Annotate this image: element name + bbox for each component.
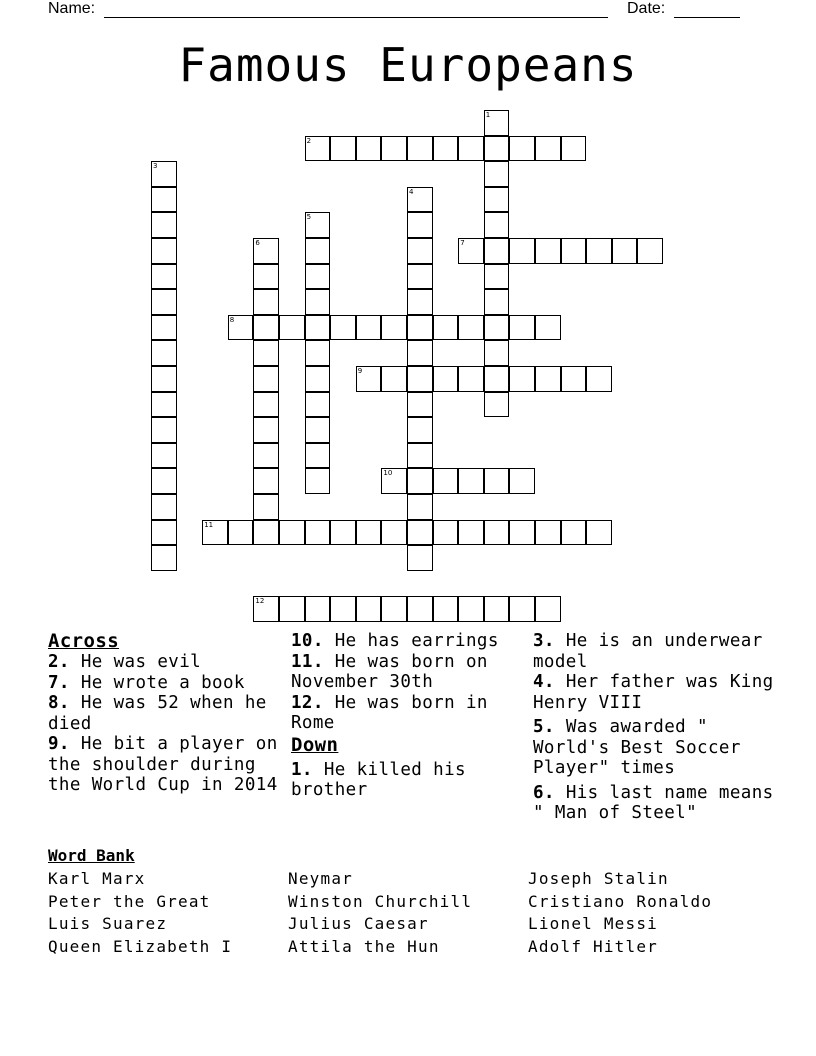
grid-cell[interactable] xyxy=(330,596,356,622)
grid-cell[interactable] xyxy=(330,520,356,546)
grid-cell[interactable] xyxy=(356,366,382,392)
clue-across-9: 9. He bit a player on the shoulder during the World Cup in 2014 xyxy=(48,734,278,795)
grid-cell[interactable] xyxy=(253,520,279,546)
grid-cell[interactable] xyxy=(484,238,510,264)
clue-number: 9 xyxy=(357,367,363,375)
grid-cell[interactable] xyxy=(509,468,535,494)
grid-cell[interactable] xyxy=(407,264,433,290)
grid-cell[interactable] xyxy=(484,187,510,213)
grid-cell[interactable] xyxy=(305,417,331,443)
grid-cell[interactable] xyxy=(253,392,279,418)
grid-cell[interactable] xyxy=(561,366,587,392)
grid-cell[interactable] xyxy=(151,238,177,264)
grid-cell[interactable] xyxy=(381,468,407,494)
grid-cell[interactable] xyxy=(458,596,484,622)
grid-cell[interactable] xyxy=(484,289,510,315)
grid-cell[interactable] xyxy=(305,366,331,392)
grid-cell[interactable] xyxy=(407,520,433,546)
clue-across-2: 2. He was evil xyxy=(48,652,202,672)
clues-column-2 xyxy=(291,631,531,801)
clue-number: 5 xyxy=(306,213,312,222)
grid-cell[interactable] xyxy=(458,238,484,264)
grid-cell[interactable] xyxy=(305,392,331,418)
grid-cell[interactable] xyxy=(151,212,177,238)
clue-down-6: 6. His last name means " Man of Steel" xyxy=(533,782,774,823)
grid-cell[interactable] xyxy=(433,596,459,622)
grid-cell[interactable] xyxy=(356,520,382,546)
word-bank-title: Word Bank xyxy=(48,846,135,865)
grid-cell[interactable] xyxy=(305,238,331,264)
grid-cell[interactable] xyxy=(433,520,459,546)
word-bank-item: Queen Elizabeth I xyxy=(48,936,233,956)
grid-cell[interactable] xyxy=(253,596,279,622)
grid-cell[interactable] xyxy=(279,315,305,341)
grid-cell[interactable] xyxy=(637,238,663,264)
grid-cell[interactable] xyxy=(612,238,638,264)
grid-cell[interactable] xyxy=(561,238,587,264)
clue-across-7: 7. He wrote a book xyxy=(48,672,245,693)
grid-cell[interactable] xyxy=(407,212,433,238)
clue-number: 3 xyxy=(153,162,158,171)
grid-cell[interactable] xyxy=(151,161,177,187)
grid-cell[interactable] xyxy=(305,264,331,290)
grid-cell[interactable] xyxy=(407,315,433,341)
grid-cell[interactable] xyxy=(305,136,331,162)
grid-cell[interactable] xyxy=(458,366,484,392)
grid-cell[interactable] xyxy=(458,315,484,341)
grid-cell[interactable] xyxy=(151,289,177,315)
grid-cell[interactable] xyxy=(381,366,407,392)
grid-cell[interactable] xyxy=(484,392,510,418)
word-bank-item: Lionel Messi xyxy=(528,914,658,933)
grid-cell[interactable] xyxy=(535,238,561,264)
grid-cell[interactable] xyxy=(253,468,279,494)
grid-cell[interactable] xyxy=(407,468,433,494)
grid-cell[interactable] xyxy=(253,340,279,366)
grid-cell[interactable] xyxy=(253,494,279,520)
grid-cell[interactable] xyxy=(407,596,433,622)
grid-cell[interactable] xyxy=(202,520,228,546)
word-bank-item: Julius Caesar xyxy=(288,914,429,933)
grid-cell[interactable] xyxy=(433,366,459,392)
grid-cell[interactable] xyxy=(484,520,510,546)
word-bank-item: Adolf Hitler xyxy=(528,936,658,956)
grid-cell[interactable] xyxy=(484,264,510,290)
grid-cell[interactable] xyxy=(305,340,331,366)
clue-down-5: 5. Was awarded " World's Best Soccer Player" times xyxy=(533,717,741,778)
grid-cell[interactable] xyxy=(381,596,407,622)
word-bank-item: Peter the Great xyxy=(48,891,211,911)
grid-cell[interactable] xyxy=(535,315,561,341)
grid-cell[interactable] xyxy=(433,315,459,341)
word-bank-item: Cristiano Ronaldo xyxy=(528,891,713,911)
grid-cell[interactable] xyxy=(305,443,331,469)
word-bank-item: Attila the Hun xyxy=(288,936,440,956)
grid-cell[interactable] xyxy=(151,187,177,213)
clue-across-10: 10. He has earrings xyxy=(291,631,499,651)
grid-cell[interactable] xyxy=(407,340,433,366)
clues-column-3 xyxy=(533,631,783,824)
word-bank-item: Neymar xyxy=(288,869,353,888)
grid-cell[interactable] xyxy=(509,238,535,264)
clue-number: 10 xyxy=(383,469,393,478)
clue-across-11: 11. He was born on November 30th xyxy=(291,651,488,692)
grid-cell[interactable] xyxy=(458,468,484,494)
grid-cell[interactable] xyxy=(407,238,433,264)
clue-number: 12 xyxy=(255,597,265,606)
grid-cell[interactable] xyxy=(305,520,331,546)
clue-down-4: 4. Her father was King Henry VIII xyxy=(533,672,774,713)
clue-number: 1 xyxy=(485,111,491,119)
grid-cell[interactable] xyxy=(305,468,331,494)
grid-cell[interactable] xyxy=(253,417,279,443)
grid-cell[interactable] xyxy=(151,392,177,418)
grid-cell[interactable] xyxy=(228,520,254,546)
clue-number: 4 xyxy=(409,187,414,196)
grid-cell[interactable] xyxy=(279,520,305,546)
grid-cell[interactable] xyxy=(330,315,356,341)
grid-cell[interactable] xyxy=(509,596,535,622)
grid-cell[interactable] xyxy=(407,417,433,443)
grid-cell[interactable] xyxy=(151,494,177,520)
grid-cell[interactable] xyxy=(586,238,612,264)
grid-cell[interactable] xyxy=(151,468,177,494)
grid-cell[interactable] xyxy=(484,110,510,136)
grid-cell[interactable] xyxy=(407,366,433,392)
name-label: Name: xyxy=(48,0,96,17)
grid-cell[interactable] xyxy=(356,315,382,341)
clues-column-1 xyxy=(48,630,283,796)
grid-cell[interactable] xyxy=(151,443,177,469)
grid-cell[interactable] xyxy=(407,187,433,213)
grid-cell[interactable] xyxy=(407,289,433,315)
clue-number: 7 xyxy=(460,239,465,247)
grid-cell[interactable] xyxy=(407,494,433,520)
grid-cell[interactable] xyxy=(151,366,177,392)
grid-cell[interactable] xyxy=(228,315,254,341)
grid-cell[interactable] xyxy=(151,315,177,341)
grid-cell[interactable] xyxy=(407,392,433,418)
grid-cell[interactable] xyxy=(253,366,279,392)
grid-cell[interactable] xyxy=(586,520,612,546)
grid-cell[interactable] xyxy=(305,315,331,341)
grid-cell[interactable] xyxy=(433,136,459,162)
clue-number: 8 xyxy=(229,315,235,324)
grid-cell[interactable] xyxy=(509,136,535,162)
across-heading: Across xyxy=(48,630,120,652)
grid-cell[interactable] xyxy=(151,417,177,443)
grid-cell[interactable] xyxy=(484,212,510,238)
grid-cell[interactable] xyxy=(330,136,356,162)
grid-cell[interactable] xyxy=(407,136,433,162)
grid-cell[interactable] xyxy=(253,315,279,341)
grid-cell[interactable] xyxy=(509,366,535,392)
grid-cell[interactable] xyxy=(433,468,459,494)
page-title: Famous Europeans xyxy=(178,38,638,92)
grid-cell[interactable] xyxy=(356,136,382,162)
grid-cell[interactable] xyxy=(561,136,587,162)
grid-cell[interactable] xyxy=(484,315,510,341)
grid-cell[interactable] xyxy=(561,520,587,546)
grid-cell[interactable] xyxy=(381,315,407,341)
grid-cell[interactable] xyxy=(253,289,279,315)
grid-cell[interactable] xyxy=(253,264,279,290)
grid-cell[interactable] xyxy=(151,520,177,546)
grid-cell[interactable] xyxy=(151,264,177,290)
clue-number: 11 xyxy=(204,520,214,529)
grid-cell[interactable] xyxy=(484,366,510,392)
word-bank-item: Karl Marx xyxy=(48,869,146,888)
clue-down-3: 3. He is an underwear model xyxy=(533,631,763,672)
grid-cell[interactable] xyxy=(253,443,279,469)
grid-cell[interactable] xyxy=(381,136,407,162)
grid-cell[interactable] xyxy=(509,520,535,546)
grid-cell[interactable] xyxy=(253,238,279,264)
grid-cell[interactable] xyxy=(305,212,331,238)
clue-number: 6 xyxy=(255,239,260,247)
clue-across-8: 8. He was 52 when he died xyxy=(48,693,267,734)
grid-cell[interactable] xyxy=(535,520,561,546)
grid-cell[interactable] xyxy=(407,545,433,571)
word-bank-item: Winston Churchill xyxy=(288,891,473,911)
grid-cell[interactable] xyxy=(356,596,382,622)
grid-cell[interactable] xyxy=(458,520,484,546)
grid-cell[interactable] xyxy=(305,289,331,315)
grid-cell[interactable] xyxy=(305,596,331,622)
grid-cell[interactable] xyxy=(151,545,177,571)
clue-across-12: 12. He was born in Rome xyxy=(291,692,488,733)
clue-down-1: 1. He killed his brother xyxy=(291,759,466,800)
grid-cell[interactable] xyxy=(509,315,535,341)
grid-cell[interactable] xyxy=(151,340,177,366)
word-bank-item: Joseph Stalin xyxy=(528,869,669,888)
grid-cell[interactable] xyxy=(381,520,407,546)
grid-cell[interactable] xyxy=(484,596,510,622)
word-bank-item: Luis Suarez xyxy=(48,914,168,933)
grid-cell[interactable] xyxy=(535,136,561,162)
grid-cell[interactable] xyxy=(535,596,561,622)
clue-number: 2 xyxy=(306,136,312,145)
grid-cell[interactable] xyxy=(484,468,510,494)
down-heading: Down xyxy=(291,733,339,756)
grid-cell[interactable] xyxy=(458,136,484,162)
grid-cell[interactable] xyxy=(407,443,433,469)
grid-cell[interactable] xyxy=(484,340,510,366)
grid-cell[interactable] xyxy=(535,366,561,392)
grid-cell[interactable] xyxy=(586,366,612,392)
grid-cell[interactable] xyxy=(279,596,305,622)
grid-cell[interactable] xyxy=(484,161,510,187)
date-label: Date: xyxy=(627,0,666,17)
grid-cell[interactable] xyxy=(484,136,510,162)
